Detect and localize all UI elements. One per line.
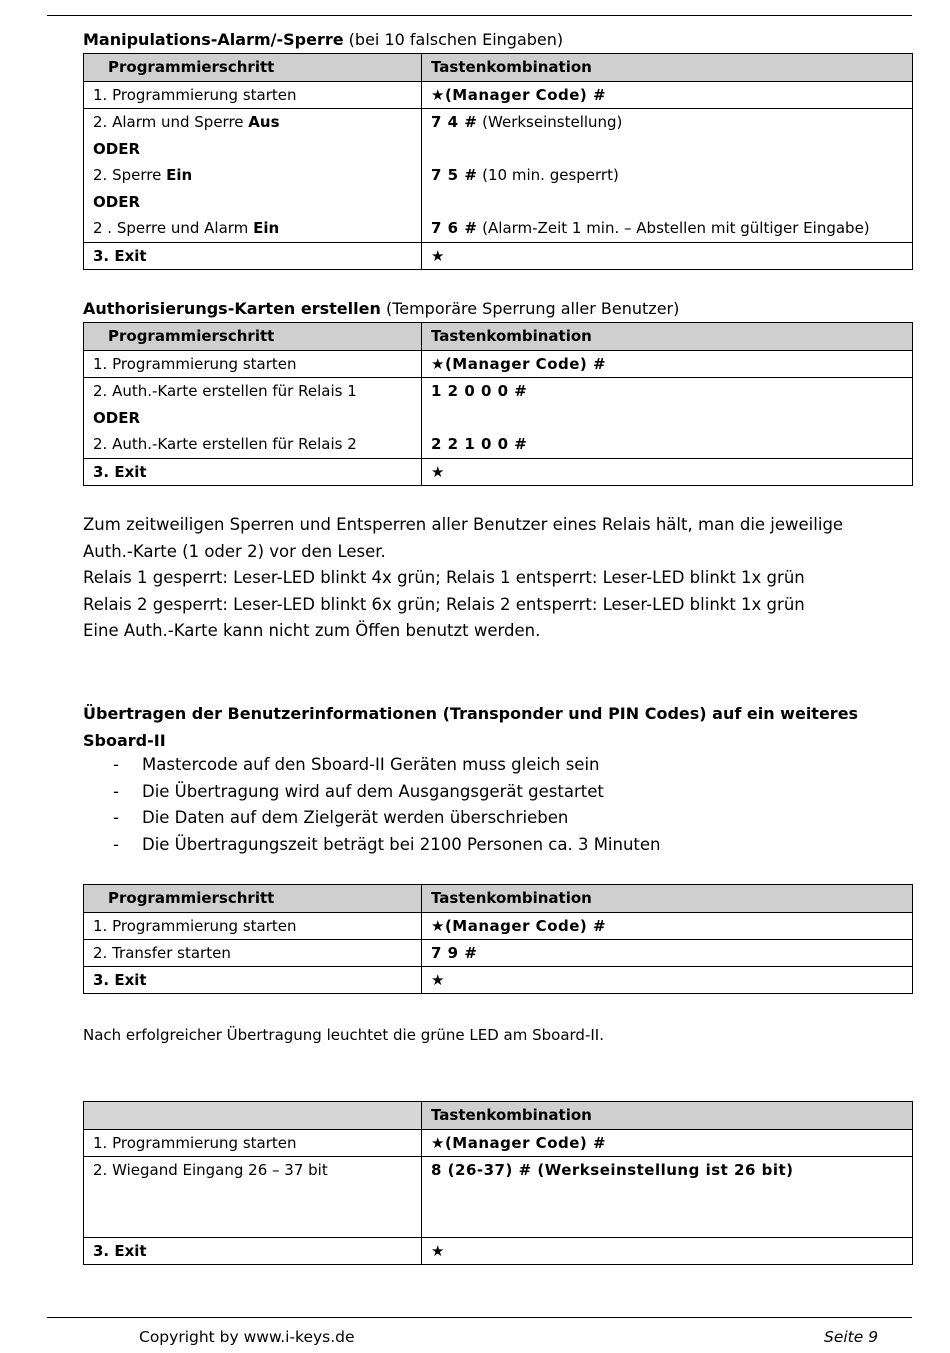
- col-header-empty: [84, 1102, 422, 1130]
- paragraph-line: Relais 2 gesperrt: Leser-LED blinkt 6x grün; Relais 2 entsperrt: Leser-LED blinkt 1x grün: [83, 594, 805, 614]
- option-line: 2. Alarm und Sperre Aus: [93, 113, 280, 131]
- or-label: ODER: [93, 139, 140, 158]
- section-heading-transfer: [83, 701, 858, 754]
- option-line: 2 . Sperre und Alarm Ein: [93, 219, 280, 238]
- keys-cell: [422, 109, 913, 243]
- footer-copyright: Copyright by www.i-keys.de: [139, 1328, 355, 1346]
- option-line: 2. Auth.-Karte erstellen für Relais 1: [93, 382, 357, 400]
- heading-bold: Übertragen der Benutzerinformationen (Transponder und PIN Codes) auf ein weiteres: [83, 704, 859, 723]
- table-wiegand: [83, 1101, 913, 1265]
- section-heading-auth-cards: [83, 298, 679, 320]
- col-header-step: Programmierschritt: [84, 885, 422, 913]
- list-item: - Die Daten auf dem Zielgerät werden überschrieben: [113, 808, 569, 827]
- top-rule: [47, 15, 912, 16]
- heading-bold: Manipulations-Alarm/-Sperre: [83, 30, 344, 49]
- key-line: 2 2 1 0 0 #: [431, 435, 528, 454]
- col-header-step: Programmierschritt: [84, 54, 422, 82]
- keys-cell: 7 9 #: [422, 940, 913, 967]
- or-label: ODER: [93, 408, 140, 427]
- keys-cell: ★(Manager Code) #: [422, 82, 913, 109]
- key-line: 7 4 # (Werkseinstellung): [431, 113, 623, 131]
- footer-page-number: Seite 9: [824, 1328, 879, 1346]
- heading-rest: (bei 10 falschen Eingaben): [343, 30, 564, 49]
- paragraph-line: Zum zeitweiligen Sperren und Entsperren aller Benutzer eines Relais hält, man die jeweilige: [83, 515, 844, 534]
- transfer-bullets: [83, 752, 661, 858]
- step-cell: 1. Programmierung starten: [84, 82, 422, 109]
- keys-cell: 8 (26-37) # (Werkseinstellung ist 26 bit): [422, 1157, 913, 1238]
- or-label: ODER: [93, 192, 140, 211]
- auth-card-description: [83, 512, 843, 645]
- keys-cell: ★(Manager Code) #: [422, 351, 913, 378]
- key-line: 7 5 # (10 min. gesperrt): [431, 166, 619, 185]
- table-transfer: [83, 884, 913, 994]
- paragraph-line: Relais 1 gesperrt: Leser-LED blinkt 4x grün; Relais 1 entsperrt: Leser-LED blinkt 1x grün: [83, 568, 805, 588]
- list-item: - Die Übertragung wird auf dem Ausgangsgerät gestartet: [113, 781, 604, 801]
- table-manipulation: [83, 53, 913, 270]
- key-line: 1 2 0 0 0 #: [431, 382, 528, 400]
- footer-rule: [47, 1317, 912, 1318]
- transfer-note: Nach erfolgreicher Übertragung leuchtet die grüne LED am Sboard-II.: [83, 1026, 604, 1044]
- col-header-keys: Tastenkombination: [422, 323, 913, 351]
- step-cell: [84, 378, 422, 459]
- heading-rest: (Temporäre Sperrung aller Benutzer): [380, 299, 680, 318]
- table-auth-cards: [83, 322, 913, 486]
- list-item: - Mastercode auf den Sboard-II Geräten muss gleich sein: [113, 755, 600, 774]
- section-heading-manipulation: [83, 29, 563, 51]
- star-icon: ★: [422, 242, 913, 269]
- col-header-keys: Tastenkombination: [422, 1102, 913, 1130]
- key-line: 7 6 # (Alarm-Zeit 1 min. – Abstellen mit gültiger Eingabe): [431, 219, 870, 238]
- star-icon: ★: [422, 1238, 913, 1265]
- heading-bold: Authorisierungs-Karten erstellen: [83, 299, 381, 318]
- star-icon: ★: [422, 458, 913, 485]
- exit-step-cell: 3. Exit: [84, 1238, 422, 1265]
- keys-cell: ★(Manager Code) #: [422, 1130, 913, 1157]
- option-line: 2. Auth.-Karte erstellen für Relais 2: [93, 435, 357, 454]
- keys-cell: [422, 378, 913, 459]
- col-header-step: Programmierschritt: [84, 323, 422, 351]
- star-icon: ★: [422, 967, 913, 994]
- keys-cell: ★(Manager Code) #: [422, 913, 913, 940]
- option-line: 2. Sperre Ein: [93, 166, 193, 185]
- heading-bold: Sboard-II: [83, 730, 166, 750]
- step-cell: 1. Programmierung starten: [84, 913, 422, 940]
- col-header-keys: Tastenkombination: [422, 885, 913, 913]
- step-cell: 1. Programmierung starten: [84, 351, 422, 378]
- list-item: - Die Übertragungszeit beträgt bei 2100 Personen ca. 3 Minuten: [113, 834, 661, 854]
- step-cell: 1. Programmierung starten: [84, 1130, 422, 1157]
- paragraph-line: Eine Auth.-Karte kann nicht zum Öffen benutzt werden.: [83, 621, 541, 641]
- step-cell: 2. Wiegand Eingang 26 – 37 bit: [84, 1157, 422, 1238]
- exit-step-cell: 3. Exit: [84, 967, 422, 994]
- exit-step-cell: 3. Exit: [84, 242, 422, 269]
- col-header-keys: Tastenkombination: [422, 54, 913, 82]
- step-cell: 2. Transfer starten: [84, 940, 422, 967]
- exit-step-cell: 3. Exit: [84, 458, 422, 485]
- step-cell: [84, 109, 422, 243]
- paragraph-line: Auth.-Karte (1 oder 2) vor den Leser.: [83, 541, 386, 561]
